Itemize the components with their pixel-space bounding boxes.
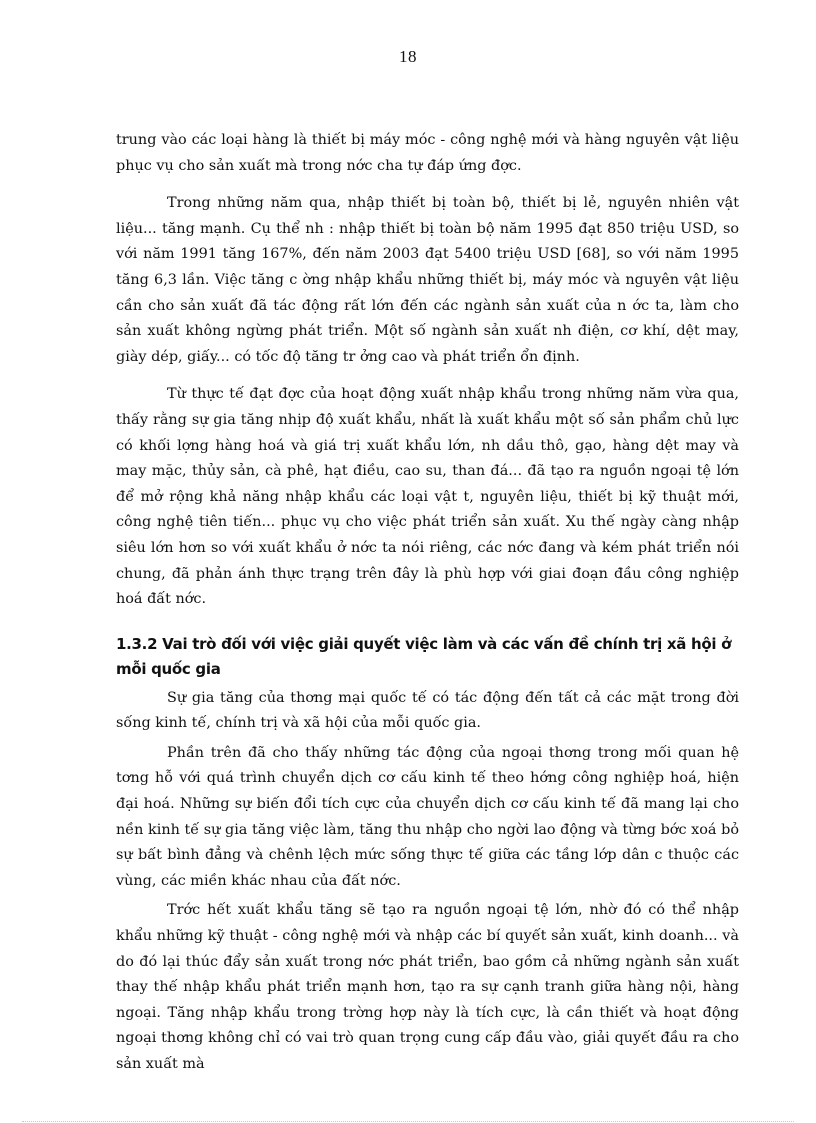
paragraph-import-growth: Trong những năm qua, nhập thiết bị toàn bộ, thiết bị lẻ, nguyên nhiên vật liệu... tăng mạnh. Cụ thể nh : nhập thiết bị toàn bộ năm 1995 đạt 850 triệu USD, so với năm 1991 tăng 167%, đến năm 2003 đạt 5400 triệu USD [68], so với năm 1995 tăng 6,3 lần. Việc tăng c ờng nhập khẩu những thiết bị, máy móc và nguyên vật liệu cần cho sản xuất đã tác động rất lớn đến các ngành sản xuất của n ớc ta, làm cho sản xuất không ngừng phát triển. Một số ngành sản xuất nh điện, cơ khí, dệt may, giày dép, giấy... có tốc độ tăng tr ởng cao và phát triển ổn định. bbox=[116, 195, 739, 365]
paragraph-export-foreign-currency: Trớc hết xuất khẩu tăng sẽ tạo ra nguồn ngoại tệ lớn, nhờ đó có thể nhập khẩu những kỹ thuật - công nghệ mới và nhập các bí quyết sản xuất, kinh doanh... và do đó lại thúc đẩy sản xuất trong nớc phát triển, bao gồm cả những ngành sản xuất thay thế nhập khẩu phát triển mạnh hơn, tạo ra sự cạnh tranh giữa hàng nội, hàng ngoại. Tăng nhập khẩu trong trờng hợp này là tích cực, là cần thiết và hoạt động ngoại thơng không chỉ có vai trò quan trọng cung cấp đầu vào, giải quyết đầu ra cho sản xuất mà bbox=[116, 902, 739, 1072]
paragraph-export-reality: Từ thực tế đạt đợc của hoạt động xuất nhập khẩu trong những năm vừa qua, thấy rằng sự gia tăng nhịp độ xuất khẩu, nhất là xuất khẩu một số sản phẩm chủ lực có khối lợng hàng hoá và giá trị xuất khẩu lớn, nh dầu thô, gạo, hàng dệt may và may mặc, thủy sản, cà phê, hạt điều, cao su, than đá... đã tạo ra nguồn ngoại tệ lớn để mở rộng khả năng nhập khẩu các loại vật t, nguyên liệu, thiết bị kỹ thuật mới, công nghệ tiên tiến... phục vụ cho việc phát triển sản xuất. Xu thế ngày càng nhập siêu lớn hơn so với xuất khẩu ở nớc ta nói riêng, các nớc đang và kém phát triển nói chung, đã phản ánh thực trạng trên đây là phù hợp với giai đoạn đầu công nghiệp hoá đất nớc. bbox=[116, 386, 739, 608]
page-bottom-border bbox=[22, 1121, 794, 1122]
paragraph-structural-shift: Phần trên đã cho thấy những tác động của ngoại thơng trong mối quan hệ tơng hỗ với quá trình chuyển dịch cơ cấu kinh tế theo hớng công nghiệp hoá, hiện đại hoá. Những sự biến đổi tích cực của chuyển dịch cơ cấu kinh tế đã mang lại cho nền kinh tế sự gia tăng việc làm, tăng thu nhập cho ngời lao động và từng bớc xoá bỏ sự bất bình đẳng và chênh lệch mức sống thực tế giữa các tầng lớp dân c thuộc các vùng, các miền khác nhau của đất nớc. bbox=[116, 744, 739, 889]
paragraph-continuation: trung vào các loại hàng là thiết bị máy móc - công nghệ mới và hàng nguyên vật liệu phục vụ cho sản xuất mà trong nớc cha tự đáp ứng đợc. bbox=[116, 132, 739, 174]
section-heading-1-3-2: 1.3.2 Vai trò đối với việc giải quyết việc làm và các vấn đề chính trị xã hội ở mỗi quốc gia bbox=[116, 634, 732, 678]
paragraph-trade-impact: Sự gia tăng của thơng mại quốc tế có tác động đến tất cả các mặt trong đời sống kinh tế, chính trị và xã hội của mỗi quốc gia. bbox=[116, 689, 739, 732]
page-number: 18 bbox=[399, 47, 417, 66]
document-body bbox=[116, 128, 739, 1078]
